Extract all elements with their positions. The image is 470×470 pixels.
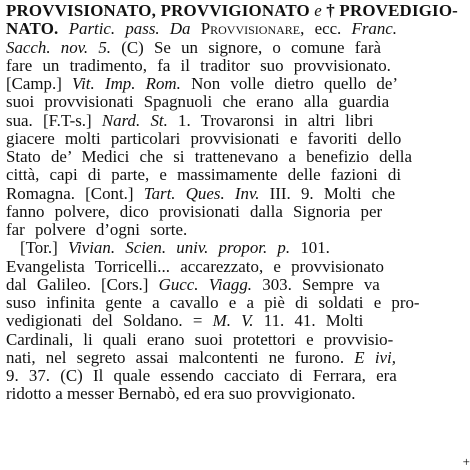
citation-text: nati, nel segreto assai malcontenti ne furono.	[6, 348, 355, 367]
citation-text: fare un tradimento, fa il traditor suo provvisionato.	[6, 56, 391, 75]
entry-line-4	[6, 57, 458, 75]
citation-text: Romagna. [Cont.]	[6, 184, 144, 203]
citation-source: Gucc. Viagg.	[158, 275, 253, 294]
headword-variant-end: NATO.	[6, 20, 59, 39]
entry-line-11	[6, 185, 458, 203]
citation-source: M. V.	[212, 312, 254, 331]
citation-text: far polvere d’ogni sorte.	[6, 221, 188, 239]
entry-line-18	[6, 312, 458, 330]
citation-source: Vivian. Scien. univ. propor. p.	[67, 239, 291, 258]
entry-line-20	[6, 349, 458, 367]
entry-line-3	[6, 39, 458, 57]
entry-line-8	[6, 130, 458, 148]
citation-text: Non volle dietro quello de’	[180, 75, 399, 93]
entry-line-22	[6, 385, 458, 403]
editor-mark: [Tor.]	[20, 239, 68, 258]
citation-text: città, capi di parte, e massimamente delle fazioni di	[6, 166, 402, 185]
citation-source: E ivi,	[354, 348, 396, 367]
entry-line-17	[6, 294, 458, 312]
headword-primary: PROVVISIONATO, PROVVIGIONATO	[6, 2, 310, 20]
entry-line-6	[6, 93, 458, 111]
citation-text: dal Galileo. [Cors.]	[6, 275, 159, 294]
citation-source: Vit. Imp. Rom.	[72, 75, 181, 93]
citation-text: ridotto a messer Bernabò, ed era suo provvigionato.	[6, 385, 356, 404]
citation-text: 1. Trovaronsi in altri libri	[167, 111, 374, 130]
citation-text: (C) Se un signore, o comune farà	[111, 38, 381, 57]
citation-text: sua. [F.T-s.]	[6, 111, 102, 130]
citation-text: III. 9. Molti che	[259, 184, 396, 203]
citation-text: Stato de’ Medici che si trattenevano a benefizio della	[6, 148, 412, 166]
headword-variant: † PROVEDIGIO-	[326, 2, 458, 20]
etymology-ecc: , ecc.	[300, 20, 342, 39]
entry-line-1	[6, 2, 458, 20]
entry-line-7	[6, 112, 458, 130]
citation-text: 101.	[290, 239, 330, 258]
etymology-word: Provvisionare	[200, 20, 301, 39]
entry-line-21	[6, 367, 458, 385]
citation-text: suso infinita gente a cavallo e a piè di soldati e pro-	[6, 294, 420, 312]
entry-line-19	[6, 331, 458, 349]
citation-source: Sacch. nov. 5.	[6, 38, 112, 57]
citation-text: giacere molti particolari provvisionati e favoriti dello	[6, 129, 402, 148]
entry-line-10	[6, 166, 458, 184]
continuation-mark: +	[462, 454, 470, 469]
entry-line-9	[6, 148, 458, 166]
citation-text: suoi provvisionati Spagnuoli che erano alla guardia	[6, 93, 390, 112]
entry-line-5	[6, 75, 458, 93]
citation-text: 9. 37. (C) Il quale essendo cacciato di Ferrara, era	[6, 367, 397, 385]
citation-text: vedigionati del Soldano. =	[6, 312, 213, 331]
citation-source: Nard. St.	[101, 111, 168, 130]
citation-source: Tart. Ques. Inv.	[143, 184, 260, 203]
etymology-prefix: Da	[159, 20, 201, 39]
entry-line-13	[6, 221, 458, 239]
citation-text: Cardinali, li quali erano suoi protettori e provvisio-	[6, 330, 394, 349]
entry-line-15	[6, 258, 458, 276]
first-citation-author: Franc.	[341, 20, 398, 39]
citation-text: 11. 41. Molti	[253, 312, 364, 331]
dictionary-entry	[6, 2, 458, 404]
entry-line-16	[6, 276, 458, 294]
citation-text: fanno polvere, dico provisionati dalla Signoria per	[6, 202, 383, 221]
citation-text: Evangelista Torricelli... accarezzato, e provvisionato	[6, 257, 384, 276]
grammatical-category: Partic. pass.	[58, 20, 160, 39]
editor-mark: [Camp.]	[6, 75, 73, 93]
entry-line-12	[6, 203, 458, 221]
citation-text: 303. Sempre va	[252, 275, 380, 294]
entry-line-2	[6, 20, 458, 38]
entry-line-14	[6, 239, 458, 257]
headword-conjunction: e	[309, 2, 327, 20]
